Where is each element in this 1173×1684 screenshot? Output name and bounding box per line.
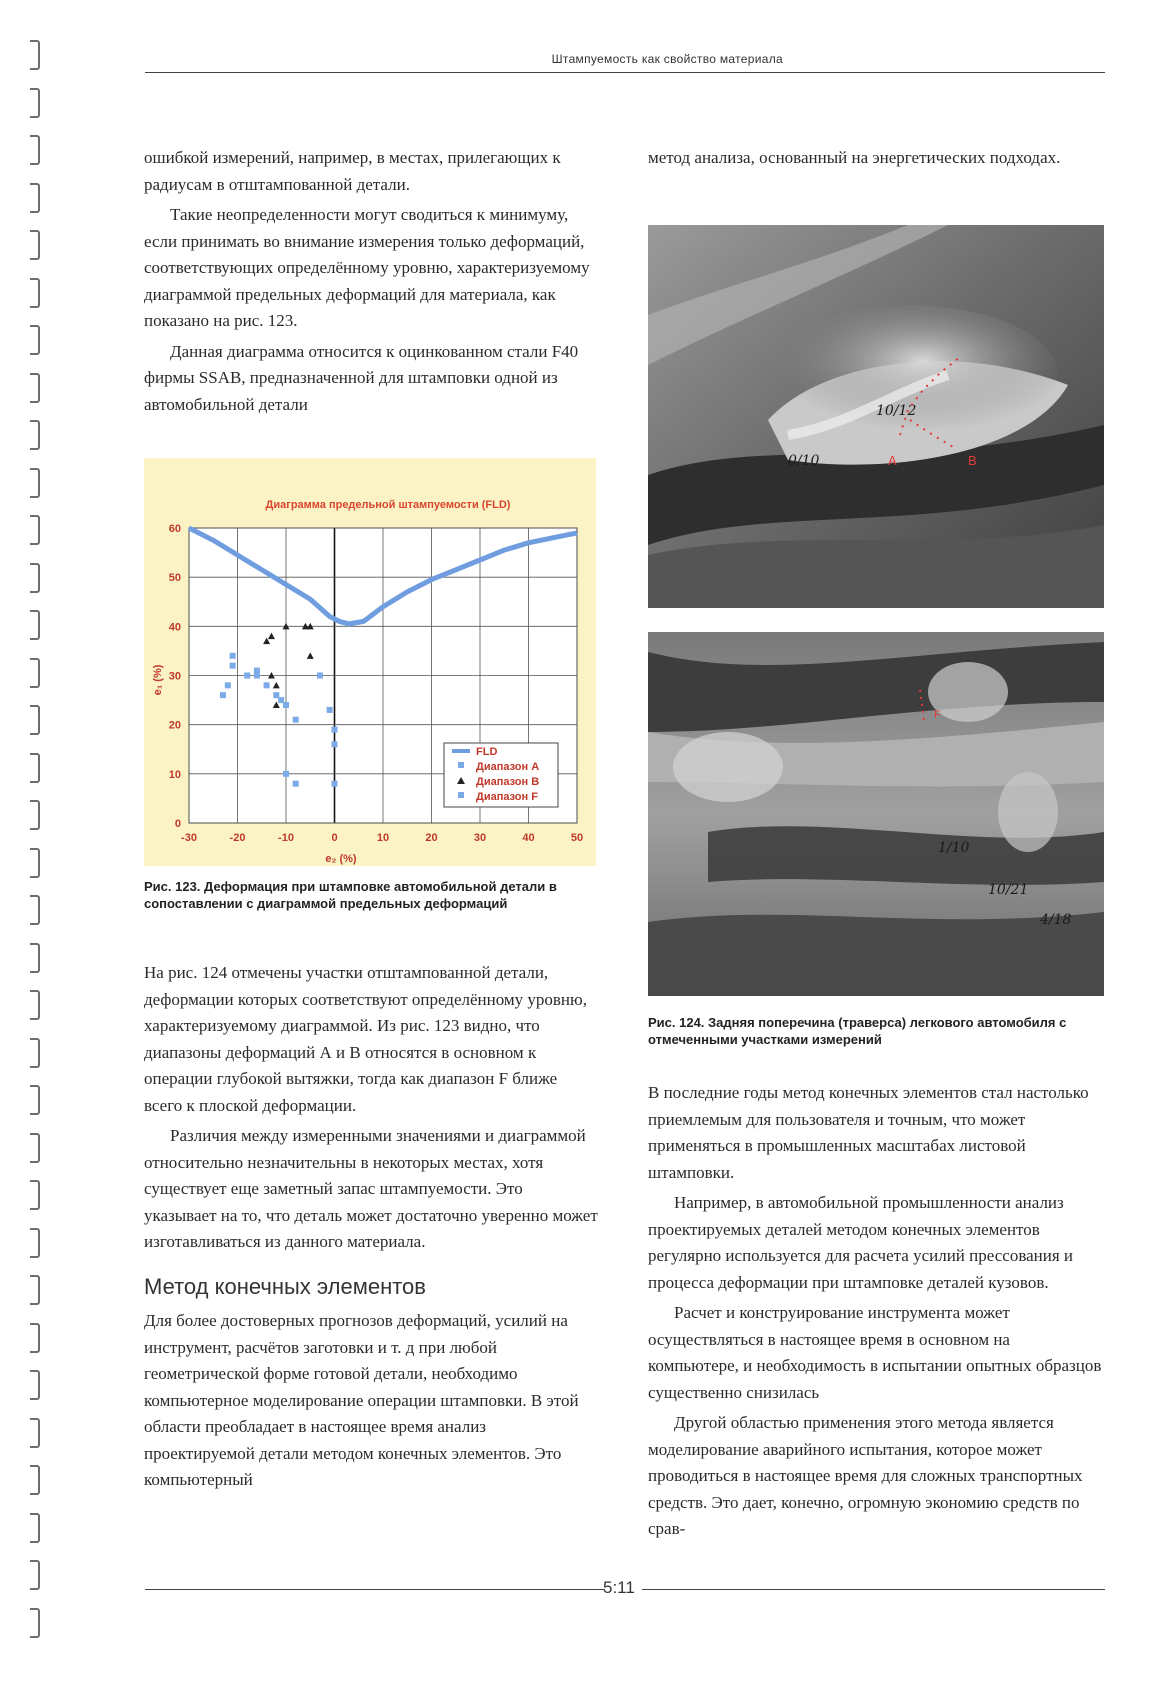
x-tick-label: -20 <box>229 832 246 844</box>
photo-marker: 4/18 <box>1040 912 1072 928</box>
binding-hole <box>30 1465 40 1495</box>
range-f-point <box>317 673 323 679</box>
chart-legend <box>444 743 558 807</box>
legend-swatch <box>458 792 464 798</box>
binding-hole <box>30 705 40 735</box>
y-axis-label: e₁ (%) <box>152 664 164 696</box>
paragraph: Например, в автомобильной промышленности анализ проектируемых деталей методом конечных элементов регулярно используется для расчета усилий прессования и процесса деформации при штамповке деталей кузовов. <box>648 1193 1074 1292</box>
x-tick-label: 40 <box>522 832 535 844</box>
left-column-top <box>144 145 599 422</box>
figure-124-caption: Рис. 124. Задняя поперечина (траверса) легкового автомобиля с отмеченными участками измерений <box>648 1015 1067 1047</box>
range-a-point <box>293 717 299 723</box>
binding-hole <box>30 515 40 545</box>
range-a-point <box>225 682 231 688</box>
x-tick-label: -30 <box>181 832 197 844</box>
paragraph: Данная диаграмма относится к оцинкованном стали F40 фирмы SSAB, предназначенной для штамповки одной из автомобильной детали <box>144 341 579 414</box>
y-tick-label: 20 <box>168 719 181 732</box>
y-tick-label: 30 <box>168 670 181 683</box>
running-header <box>145 52 1105 73</box>
binding-hole <box>30 1370 40 1400</box>
binding-hole <box>30 420 40 450</box>
binding-hole <box>30 325 40 355</box>
x-tick-label: 20 <box>425 832 438 844</box>
binding-hole <box>30 1560 40 1590</box>
header-title: Штампуемость как свойство материала <box>551 52 783 66</box>
binding-hole <box>30 183 40 213</box>
y-tick-label: 60 <box>168 523 181 535</box>
region-label-a: A <box>888 453 897 468</box>
binding-hole <box>30 1275 40 1305</box>
binding-hole <box>30 1513 40 1543</box>
range-f-point <box>283 702 289 708</box>
right-column-top <box>648 145 1103 176</box>
binding-hole <box>30 990 40 1020</box>
binding-hole <box>30 1038 40 1068</box>
binding-hole <box>30 1323 40 1353</box>
footer-rule <box>642 1589 1105 1590</box>
binding-hole <box>30 610 40 640</box>
legend-label: Диапазон A <box>476 761 540 773</box>
binding-hole <box>30 1608 40 1638</box>
range-a-point <box>254 673 260 679</box>
photo-crossmember-top <box>648 225 1104 608</box>
x-tick-label: 30 <box>473 832 487 844</box>
legend-label: Диапазон F <box>476 791 538 803</box>
legend-label: FLD <box>476 746 498 758</box>
range-f-point <box>293 781 299 787</box>
y-tick-label: 0 <box>174 818 181 830</box>
paragraph: Другой областью применения этого метода является моделирование аварийного испытания, которое может проводиться в настоящее время для сложных транспортных средств. Это дает, конечно, огромную экономию средств по срав- <box>648 1413 1083 1538</box>
photo-marker: 1/10 <box>938 840 970 856</box>
binding-hole <box>30 373 40 403</box>
legend-swatch <box>458 762 464 768</box>
binding-hole <box>30 800 40 830</box>
paragraph: Различия между измеренными значениями и диаграммой относительно незначительны в некоторых местах, хотя существует еще заметный запас штампуемости. Это указывает на то, что деталь может достаточно уверенно может изготавливаться из данного материала. <box>144 1126 598 1251</box>
paragraph: На рис. 124 отмечены участки отштампованной детали, деформации которых соответствуют определённому уровню, характеризуемому диаграммой. Из рис. 123 видно, что диапазоны деформаций А и В относятся в основном к операции глубокой вытяжки, тогда как диапазон F ближе всего к плоской деформации. <box>144 963 587 1115</box>
binding-hole <box>30 1085 40 1115</box>
paragraph: Такие неопределенности могут сводиться к минимуму, если принимать во внимание измерения только деформаций, соответствующих определённому уровню, характеризуемому диаграммой предельных деформаций для материала, как показано на рис. 123. <box>144 205 590 330</box>
left-column-bottom <box>144 960 599 1498</box>
range-f-point <box>332 727 338 733</box>
binding-hole <box>30 1180 40 1210</box>
range-a-point <box>264 682 270 688</box>
range-f-point <box>327 707 333 713</box>
y-tick-label: 40 <box>168 621 181 634</box>
binding-hole <box>30 943 40 973</box>
x-axis-label: e₂ (%) <box>325 853 357 865</box>
range-a-point <box>230 653 236 659</box>
binding-hole <box>30 1418 40 1448</box>
x-tick-label: 50 <box>570 832 584 844</box>
paragraph: Для более достоверных прогнозов деформаций, усилий на инструмент, расчётов заготовки и т. д при любой геометрической форме готовой детали, необходимо компьютерное моделирование операции штамповки. В этой области преобладает в настоящее время анализ проектируемой детали методом конечных элементов. Это компьютерный <box>144 1311 579 1489</box>
range-a-point <box>220 692 226 698</box>
fld-chart <box>144 458 596 866</box>
binding-hole <box>30 230 40 260</box>
binding-hole <box>30 278 40 308</box>
x-tick-label: 10 <box>376 832 390 844</box>
section-heading: Метод конечных элементов <box>144 1273 426 1299</box>
paragraph: В последние годы метод конечных элементов стал настолько приемлемым для пользователя и точным, что может применяться в промышленных масштабах листовой штамповки. <box>648 1083 1089 1182</box>
range-a-point <box>244 673 250 679</box>
range-f-point <box>332 781 338 787</box>
photo-marker: 10/12 <box>876 403 917 419</box>
range-a-point <box>230 663 236 669</box>
photo-marker: 10/21 <box>988 882 1029 898</box>
region-label-f: F <box>934 709 941 721</box>
binding-hole <box>30 135 40 165</box>
range-f-point <box>332 741 338 747</box>
binding-hole <box>30 88 40 118</box>
legend-label: Диапазон B <box>476 776 540 788</box>
page-number: 5:11 <box>603 1578 635 1597</box>
binding-hole <box>30 40 40 70</box>
binding-hole <box>30 1133 40 1163</box>
fld-chart-svg <box>144 458 596 866</box>
binding-hole <box>30 1228 40 1258</box>
spiral-binding <box>30 40 50 1660</box>
binding-hole <box>30 658 40 688</box>
footer-rule <box>145 1589 605 1590</box>
binding-hole <box>30 848 40 878</box>
region-label-b: B <box>968 453 977 468</box>
y-tick-label: 10 <box>168 768 181 781</box>
paragraph: метод анализа, основанный на энергетических подходах. <box>648 148 1061 167</box>
chart-title: Диаграмма предельной штампуемости (FLD) <box>265 499 511 511</box>
y-tick-label: 50 <box>168 572 181 585</box>
range-f-point <box>283 771 289 777</box>
binding-hole <box>30 895 40 925</box>
photo-marker: 0/10 <box>788 453 820 469</box>
binding-hole <box>30 563 40 593</box>
figure-123-caption: Рис. 123. Деформация при штамповке автомобильной детали в сопоставлении с диаграммой предельных деформаций <box>144 879 557 911</box>
x-tick-label: -10 <box>278 832 294 844</box>
x-tick-label: 0 <box>331 832 338 844</box>
binding-hole <box>30 468 40 498</box>
binding-hole <box>30 753 40 783</box>
photo-crossmember-bottom <box>648 632 1104 996</box>
paragraph: ошибкой измерений, например, в местах, прилегающих к радиусам в отштампованной детали. <box>144 148 561 194</box>
paragraph: Расчет и конструирование инструмента может осуществляться в настоящее время в основном на компьютере, и необходимость в испытании опытных образцов существенно снизилась <box>648 1303 1102 1402</box>
right-column-bottom <box>648 1080 1103 1547</box>
